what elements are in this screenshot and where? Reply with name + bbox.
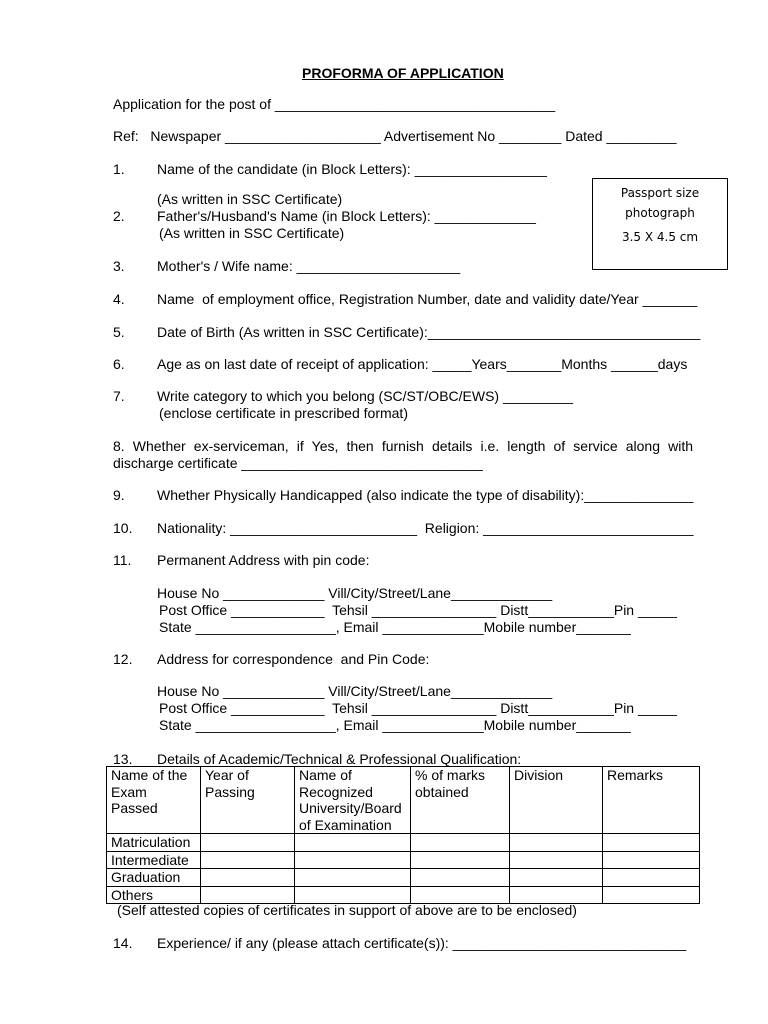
item-number: 11. bbox=[113, 552, 132, 568]
photo-label: photograph bbox=[625, 206, 695, 220]
table-cell[interactable] bbox=[510, 869, 603, 887]
ex-serviceman-field: 8. Whether ex-serviceman, if Yes, then furnish details i.e. length of service along with bbox=[113, 438, 693, 454]
table-cell: Others bbox=[107, 886, 201, 904]
table-cell[interactable] bbox=[603, 851, 700, 869]
item-number: 10. bbox=[113, 520, 133, 536]
table-cell[interactable] bbox=[411, 851, 510, 869]
mother-wife-name-field: Mother's / Wife name: _____________________ bbox=[157, 258, 461, 274]
certificate-note: (Self attested copies of certificates in support of above are to be enclosed) bbox=[117, 902, 577, 918]
table-header-row bbox=[107, 767, 700, 834]
table-cell[interactable] bbox=[510, 851, 603, 869]
table-header: % of marks obtained bbox=[411, 767, 510, 834]
item-number: 3. bbox=[113, 258, 125, 274]
table-row bbox=[107, 886, 700, 904]
table-header: Division bbox=[510, 767, 603, 834]
photo-label: Passport size bbox=[620, 186, 700, 200]
address-line-house: House No _____________ Vill/City/Street/Lane_____________ bbox=[157, 683, 553, 699]
item-number: 5. bbox=[113, 324, 125, 340]
correspondence-address-heading: Address for correspondence and Pin Code: bbox=[157, 651, 430, 667]
table-header: Name of the Exam Passed bbox=[107, 767, 201, 834]
table-header: Year of Passing bbox=[201, 767, 295, 834]
item-number: 7. bbox=[113, 388, 125, 404]
table-cell[interactable] bbox=[411, 869, 510, 887]
passport-photo-box bbox=[592, 178, 728, 270]
table-cell[interactable] bbox=[603, 886, 700, 904]
table-cell[interactable] bbox=[201, 834, 295, 852]
physically-handicapped-field: Whether Physically Handicapped (also indicate the type of disability):______________ bbox=[157, 487, 694, 503]
table-header: Remarks bbox=[603, 767, 700, 834]
table-cell[interactable] bbox=[411, 886, 510, 904]
table-cell[interactable] bbox=[603, 834, 700, 852]
table-cell: Graduation bbox=[107, 869, 201, 887]
qualification-heading: Details of Academic/Technical & Professional Qualification: bbox=[157, 751, 522, 767]
qualification-table bbox=[106, 766, 700, 904]
item-note: (enclose certificate in prescribed format) bbox=[159, 405, 408, 421]
photo-size: 3.5 X 4.5 cm bbox=[621, 230, 699, 244]
address-line-state: State __________________, Email _____________Mobile number_______ bbox=[159, 717, 631, 733]
table-cell[interactable] bbox=[201, 851, 295, 869]
address-line-post: Post Office ____________ Tehsil ________________ Distt___________Pin _____ bbox=[159, 700, 677, 716]
table-cell[interactable] bbox=[295, 886, 411, 904]
post-applied-line: Application for the post of ____________________________________ bbox=[113, 96, 556, 112]
nationality-religion-field: Nationality: ________________________ Religion: ___________________________ bbox=[157, 520, 694, 536]
table-header: Name of Recognized University/Board of Examination bbox=[295, 767, 411, 834]
item-number: 2. bbox=[113, 208, 125, 224]
permanent-address-heading: Permanent Address with pin code: bbox=[157, 552, 370, 568]
address-line-state: State __________________, Email _____________Mobile number_______ bbox=[159, 619, 631, 635]
table-cell: Intermediate bbox=[107, 851, 201, 869]
page-title: PROFORMA OF APPLICATION bbox=[302, 65, 504, 81]
table-cell[interactable] bbox=[510, 886, 603, 904]
item-number: 12. bbox=[113, 651, 133, 667]
address-line-house: House No _____________ Vill/City/Street/Lane_____________ bbox=[157, 585, 553, 601]
item-number: 1. bbox=[113, 161, 125, 177]
date-of-birth-field: Date of Birth (As written in SSC Certificate):___________________________________ bbox=[157, 324, 701, 340]
age-field: Age as on last date of receipt of application: _____Years_______Months ______days bbox=[157, 356, 688, 372]
table-cell: Matriculation bbox=[107, 834, 201, 852]
table-row bbox=[107, 869, 700, 887]
table-cell[interactable] bbox=[510, 834, 603, 852]
table-cell[interactable] bbox=[295, 851, 411, 869]
item-note: (As written in SSC Certificate) bbox=[159, 225, 345, 241]
table-cell[interactable] bbox=[201, 886, 295, 904]
discharge-certificate-field: discharge certificate _______________________________ bbox=[113, 455, 483, 471]
employment-office-field: Name of employment office, Registration Number, date and validity date/Year _______ bbox=[157, 291, 698, 307]
table-cell[interactable] bbox=[411, 834, 510, 852]
reference-line: Ref: Newspaper ____________________ Advertisement No ________ Dated _________ bbox=[113, 128, 677, 144]
table-cell[interactable] bbox=[603, 869, 700, 887]
item-number: 4. bbox=[113, 291, 125, 307]
father-husband-name-field: Father's/Husband's Name (in Block Letters): _____________ bbox=[157, 208, 536, 224]
table-row bbox=[107, 851, 700, 869]
category-field: Write category to which you belong (SC/ST/OBC/EWS) _________ bbox=[157, 388, 574, 404]
item-number: 6. bbox=[113, 356, 125, 372]
table-cell[interactable] bbox=[295, 869, 411, 887]
address-line-post: Post Office ____________ Tehsil ________________ Distt___________Pin _____ bbox=[159, 602, 677, 618]
table-cell[interactable] bbox=[201, 869, 295, 887]
item-number: 9. bbox=[113, 487, 125, 503]
table-row bbox=[107, 834, 700, 852]
table-cell[interactable] bbox=[295, 834, 411, 852]
item-number: 13. bbox=[113, 751, 133, 767]
candidate-name-field: Name of the candidate (in Block Letters): _________________ bbox=[157, 161, 547, 177]
experience-field: Experience/ if any (please attach certificate(s)): ______________________________ bbox=[157, 935, 687, 951]
item-number: 14. bbox=[113, 935, 133, 951]
item-note: (As written in SSC Certificate) bbox=[157, 191, 343, 207]
